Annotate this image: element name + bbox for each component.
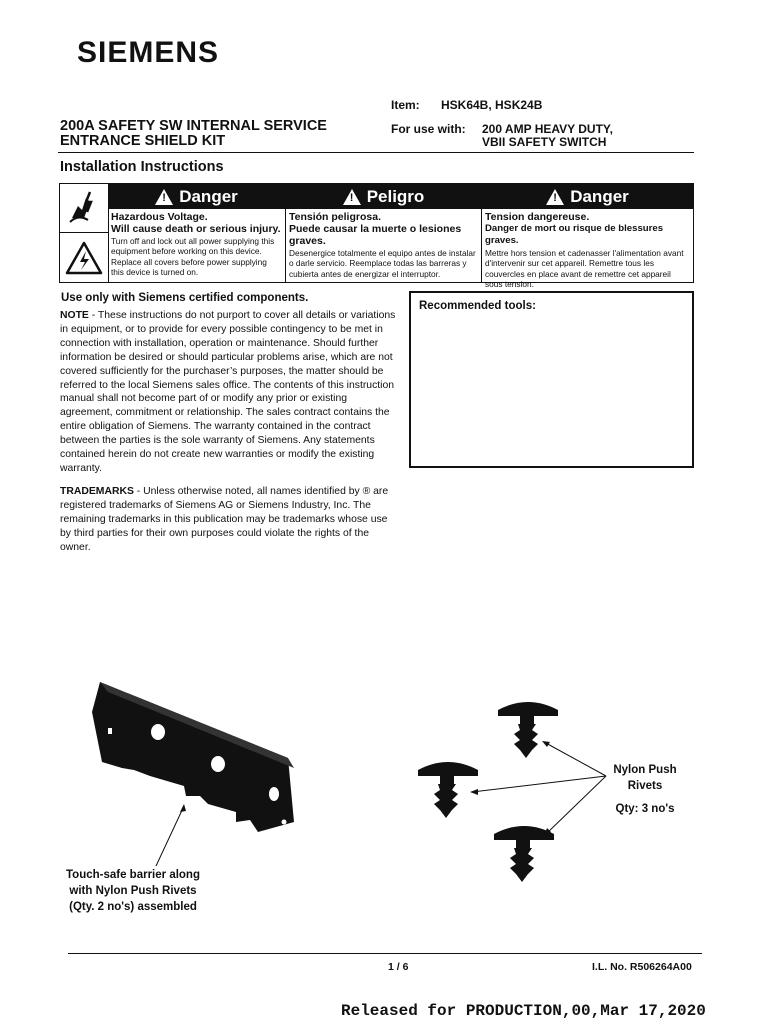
rivet-caption: Nylon Push Rivets [613, 764, 677, 792]
nylon-push-rivets-illustration [410, 694, 610, 894]
rivet-quantity: Qty: 3 no's [615, 803, 675, 815]
il-number: I.L. No. R506264A00 [592, 961, 692, 973]
peligro-header: ! Peligro [286, 184, 481, 209]
page-number: 1 / 6 [388, 961, 409, 973]
release-stamp: Released for PRODUCTION,00,Mar 17,2020 [341, 1002, 706, 1020]
barrier-leader-line [150, 800, 190, 870]
rivet-icon [418, 762, 478, 818]
for-use-label: For use with: [391, 122, 466, 136]
recommended-tools-box [409, 291, 694, 468]
danger-warning-table [59, 183, 694, 290]
danger-column-spanish: ! Peligro Tensión peligrosa. Puede causar la muerte o lesiones graves. Desenergice totalmente el equipo antes de instalar o darle servicio. Reemplace todas las barreras y cubierta antes de energizar el interruptor. [286, 184, 482, 282]
danger-header-french: ! Danger [482, 184, 693, 209]
footer-divider [68, 953, 702, 954]
touch-safe-barrier-illustration [88, 672, 302, 850]
high-voltage-warning-icon [60, 233, 108, 282]
warning-triangle-icon: ! [343, 189, 361, 205]
note-paragraph: NOTE - These instructions do not purport to cover all details or variations in equipment, or to provide for every possible contingency to be met in connection with installation, operation or maintenance. Should further information be desired or should particular problems arise, which are not covered sufficiently for the purchaser’s purposes, the matter should be referred to the local Siemens sales office. The contents of this instruction manual shall not become part of or modify any prior or existing agreement, commitment or relationship. The sales contract contains the entire obligation of Siemens. The warranty contained in the contract between the parties is the sole warranty of Siemens. Any statements contained herein do not create new warranties or modify the existing warranty. [60, 310, 396, 474]
warning-triangle-icon: ! [155, 189, 173, 205]
item-value: HSK64B, HSK24B [441, 98, 543, 112]
item-label: Item: [391, 98, 420, 112]
danger-icons-column [60, 184, 109, 282]
title-divider [58, 152, 694, 153]
document-title: 200A SAFETY SW INTERNAL SERVICE ENTRANCE SHIELD KIT [60, 118, 327, 149]
trademarks-paragraph: TRADEMARKS - Unless otherwise noted, all names identified by ® are registered trademarks of Siemens AG or Siemens Industry, Inc. The remaining trademarks in this publication may be trademarks whose use by third parties for their own purposes could violate the rights of the owner. [60, 486, 389, 553]
electric-shock-hand-icon [60, 184, 108, 233]
installation-instructions-heading: Installation Instructions [60, 159, 224, 175]
warning-triangle-icon: ! [546, 189, 564, 205]
danger-column-french: ! Danger Tension dangereuse. Danger de mort ou risque de blessures graves. Mettre hors tension et cadenasser l'alimentation avant d'intervenir sur cet appareil. Remettre tous les couvercles en place avant de remettre cet appareil sous tension. [482, 184, 693, 282]
danger-header: ! Danger [108, 184, 285, 209]
siemens-logo: SIEMENS [77, 36, 220, 69]
for-use-line2: VBII SAFETY SWITCH [482, 135, 607, 149]
recommended-tools-label: Recommended tools: [419, 300, 536, 312]
rivet-icon [498, 702, 558, 758]
for-use-line1: 200 AMP HEAVY DUTY, [482, 122, 613, 136]
danger-column-english: ! Danger Hazardous Voltage. Will cause death or serious injury. Turn off and lock out all power supplying this equipment before working on this device. Replace all covers before power supplying this device is turned on. [108, 184, 286, 282]
certified-components-note: Use only with Siemens certified components. [61, 292, 309, 304]
barrier-caption: Touch-safe barrier along with Nylon Push Rivets (Qty. 2 no's) assembled [66, 869, 200, 913]
